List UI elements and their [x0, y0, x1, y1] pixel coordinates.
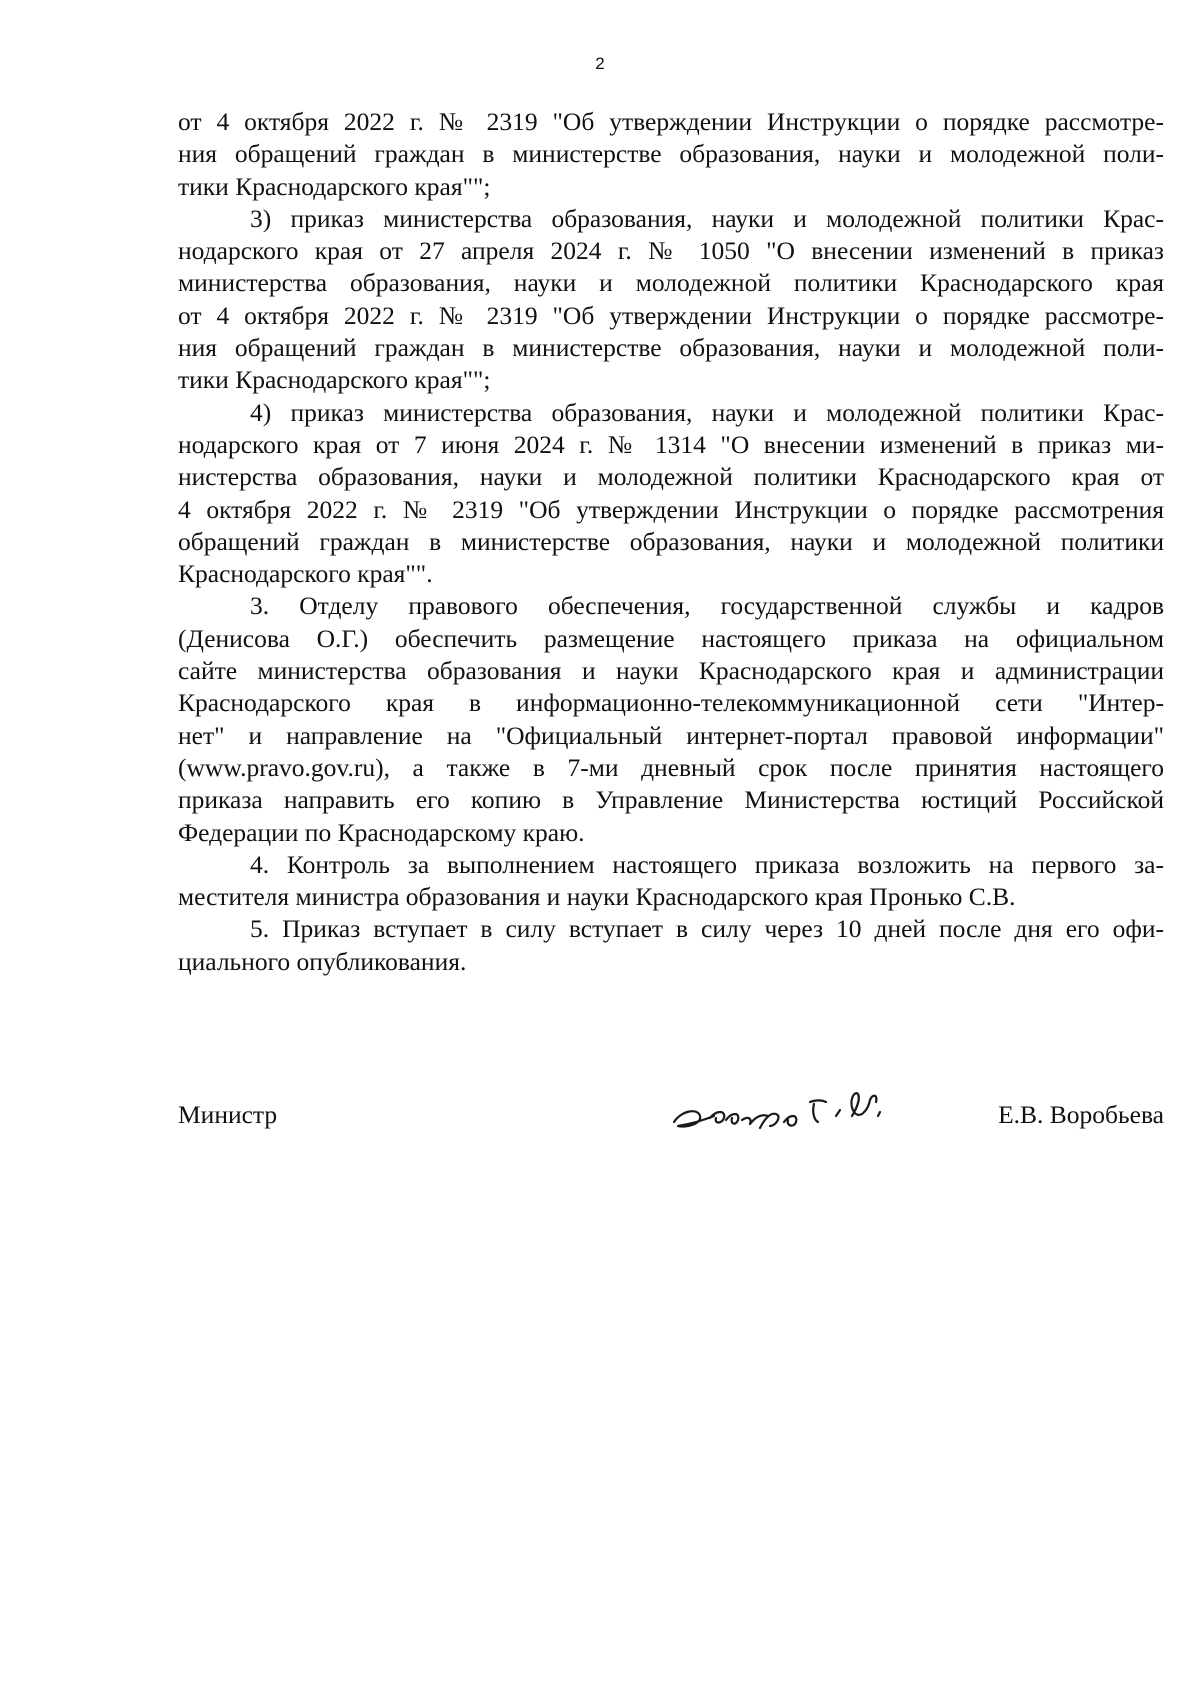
text-line: (Денисова О.Г.) обеспечить размещение настоящего приказа на официальном: [178, 623, 1164, 653]
text-line: (www.pravo.gov.ru), а также в 7-ми дневный срок после принятия настоящего: [178, 752, 1164, 782]
text-line: Краснодарского края"".: [178, 559, 433, 589]
text-line: 4 октября 2022 г. № 2319 "Об утверждении Инструкции о порядке рассмотрения: [178, 494, 1164, 524]
text-line: Федерации по Краснодарскому краю.: [178, 817, 585, 847]
text-line: тики Краснодарского края"";: [178, 171, 491, 201]
text-line: тики Краснодарского края"";: [178, 365, 491, 395]
text-line: нодарского края от 7 июня 2024 г. № 1314 "О внесении изменений в приказ ми-: [178, 429, 1164, 459]
text-line: циального опубликования.: [178, 946, 467, 976]
page-number: 2: [595, 54, 605, 73]
text-line: министерства образования, науки и молодежной политики Краснодарского края: [178, 268, 1164, 298]
text-line: местителя министра образования и науки Краснодарского края Пронько С.В.: [178, 882, 1016, 912]
text-line: 4. Контроль за выполнением настоящего приказа возложить на первого за-: [250, 849, 1164, 879]
text-line: 3. Отделу правового обеспечения, государственной службы и кадров: [250, 591, 1164, 621]
signature-strokes: [674, 1093, 880, 1128]
signature-block: [178, 1080, 1164, 1150]
text-line: приказа направить его копию в Управление Министерства юстиций Российской: [178, 785, 1164, 815]
text-line: Краснодарского края в информационно-телекоммуникационной сети "Интер-: [178, 688, 1164, 718]
text-line: нистерства образования, науки и молодежной политики Краснодарского края от: [178, 462, 1164, 492]
text-line: 4) приказ министерства образования, науки и молодежной политики Крас-: [250, 397, 1164, 427]
text-line: 5. Приказ вступает в силу вступает в силу через 10 дней после дня его офи-: [250, 914, 1164, 944]
text-line: ния обращений граждан в министерстве образования, науки и молодежной поли-: [178, 333, 1164, 363]
signatory-name: Е.В. Воробьева: [998, 1100, 1164, 1129]
text-line: нодарского края от 27 апреля 2024 г. № 1050 "О внесении изменений в приказ: [178, 236, 1164, 266]
text-line: 3) приказ министерства образования, науки и молодежной политики Крас-: [250, 203, 1164, 233]
text-line: от 4 октября 2022 г. № 2319 "Об утверждении Инструкции о порядке рассмотре-: [178, 300, 1164, 330]
document-body: [178, 106, 1164, 978]
text-line: нет" и направление на "Официальный интернет-портал правовой информации": [178, 720, 1164, 750]
text-line: от 4 октября 2022 г. № 2319 "Об утверждении Инструкции о порядке рассмотре-: [178, 107, 1164, 136]
handwritten-signature: [664, 1080, 944, 1150]
text-line: обращений граждан в министерстве образования, науки и молодежной политики: [178, 526, 1164, 556]
text-line: сайте министерства образования и науки Краснодарского края и администрации: [178, 656, 1164, 686]
text-line: ния обращений граждан в министерстве образования, науки и молодежной поли-: [178, 139, 1164, 169]
signatory-title: Министр: [178, 1100, 278, 1129]
